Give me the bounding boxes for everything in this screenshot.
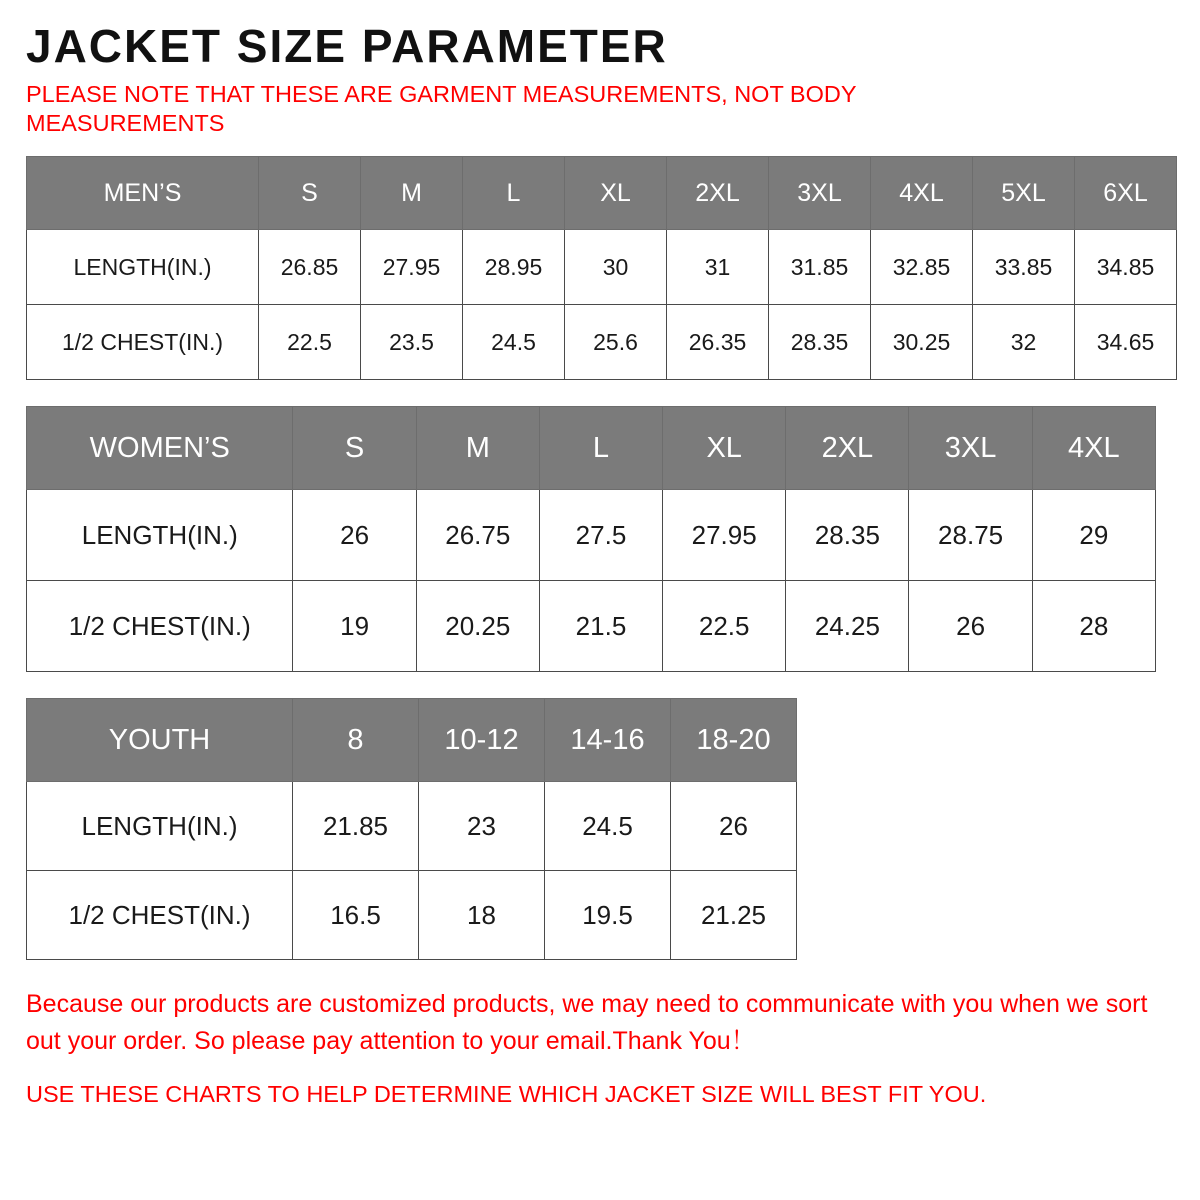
row-label: LENGTH(IN.) xyxy=(27,230,259,305)
table-cell: 23.5 xyxy=(361,305,463,380)
table-row xyxy=(27,490,1156,581)
table-cell: 32 xyxy=(973,305,1075,380)
table-cell: 25.6 xyxy=(565,305,667,380)
table-header-cell: XL xyxy=(565,157,667,230)
table-header-cell: 2XL xyxy=(667,157,769,230)
youth-size-table xyxy=(26,698,797,960)
table-cell: 24.5 xyxy=(545,782,671,871)
table-cell: 16.5 xyxy=(293,871,419,960)
table-header-cell: 8 xyxy=(293,699,419,782)
table-cell: 28.75 xyxy=(909,490,1032,581)
table-cell: 22.5 xyxy=(663,581,786,672)
table-header-row xyxy=(27,157,1177,230)
table-cell: 31 xyxy=(667,230,769,305)
womens-size-table xyxy=(26,406,1156,672)
table-cell: 18 xyxy=(419,871,545,960)
table-cell: 28.35 xyxy=(786,490,909,581)
measurement-note: PLEASE NOTE THAT THESE ARE GARMENT MEASUREMENTS, NOT BODY MEASUREMENTS xyxy=(26,80,857,137)
table-row xyxy=(27,871,797,960)
table-cell: 24.25 xyxy=(786,581,909,672)
row-label: 1/2 CHEST(IN.) xyxy=(27,305,259,380)
table-cell: 21.5 xyxy=(539,581,662,672)
table-cell: 32.85 xyxy=(871,230,973,305)
table-cell: 22.5 xyxy=(259,305,361,380)
table-cell: 26 xyxy=(293,490,416,581)
table-cell: 28 xyxy=(1032,581,1155,672)
table-cell: 23 xyxy=(419,782,545,871)
table-cell: 19 xyxy=(293,581,416,672)
table-cell: 26.75 xyxy=(416,490,539,581)
table-cell: 21.25 xyxy=(671,871,797,960)
table-cell: 21.85 xyxy=(293,782,419,871)
table-cell: 30 xyxy=(565,230,667,305)
table-row xyxy=(27,581,1156,672)
table-header-cell: YOUTH xyxy=(27,699,293,782)
table-header-cell: MEN’S xyxy=(27,157,259,230)
table-header-cell: 5XL xyxy=(973,157,1075,230)
row-label: LENGTH(IN.) xyxy=(27,782,293,871)
table-cell: 20.25 xyxy=(416,581,539,672)
footer-notes xyxy=(26,986,1174,1109)
footer-main-note: Because our products are customized products, we may need to communicate with you when we sort out your order. So please pay attention to your email.Thank You！ xyxy=(26,990,1148,1055)
table-cell: 33.85 xyxy=(973,230,1075,305)
table-cell: 26 xyxy=(671,782,797,871)
table-header-cell: 4XL xyxy=(1032,407,1155,490)
table-header-row xyxy=(27,699,797,782)
table-cell: 19.5 xyxy=(545,871,671,960)
table-header-cell: 6XL xyxy=(1075,157,1177,230)
table-header-cell: 2XL xyxy=(786,407,909,490)
table-cell: 27.5 xyxy=(539,490,662,581)
table-row xyxy=(27,230,1177,305)
table-header-cell: L xyxy=(539,407,662,490)
mens-size-table xyxy=(26,156,1177,380)
table-header-cell: 3XL xyxy=(769,157,871,230)
page-title: JACKET SIZE PARAMETER xyxy=(26,20,668,72)
table-header-cell: M xyxy=(361,157,463,230)
table-cell: 27.95 xyxy=(361,230,463,305)
row-label: LENGTH(IN.) xyxy=(27,490,293,581)
table-header-cell: 18-20 xyxy=(671,699,797,782)
table-cell: 26 xyxy=(909,581,1032,672)
table-cell: 24.5 xyxy=(463,305,565,380)
table-row xyxy=(27,305,1177,380)
table-header-cell: L xyxy=(463,157,565,230)
table-header-cell: S xyxy=(293,407,416,490)
table-header-row xyxy=(27,407,1156,490)
table-header-cell: 10-12 xyxy=(419,699,545,782)
table-header-cell: 3XL xyxy=(909,407,1032,490)
table-header-cell: WOMEN’S xyxy=(27,407,293,490)
table-cell: 26.35 xyxy=(667,305,769,380)
table-cell: 28.95 xyxy=(463,230,565,305)
table-cell: 28.35 xyxy=(769,305,871,380)
table-cell: 34.85 xyxy=(1075,230,1177,305)
footer-sub-note: USE THESE CHARTS TO HELP DETERMINE WHICH JACKET SIZE WILL BEST FIT YOU. xyxy=(26,1080,987,1107)
table-cell: 30.25 xyxy=(871,305,973,380)
table-cell: 27.95 xyxy=(663,490,786,581)
table-header-cell: XL xyxy=(663,407,786,490)
table-header-cell: 14-16 xyxy=(545,699,671,782)
row-label: 1/2 CHEST(IN.) xyxy=(27,581,293,672)
table-cell: 29 xyxy=(1032,490,1155,581)
table-header-cell: M xyxy=(416,407,539,490)
row-label: 1/2 CHEST(IN.) xyxy=(27,871,293,960)
table-header-cell: 4XL xyxy=(871,157,973,230)
table-cell: 34.65 xyxy=(1075,305,1177,380)
table-cell: 31.85 xyxy=(769,230,871,305)
table-header-cell: S xyxy=(259,157,361,230)
table-cell: 26.85 xyxy=(259,230,361,305)
table-row xyxy=(27,782,797,871)
